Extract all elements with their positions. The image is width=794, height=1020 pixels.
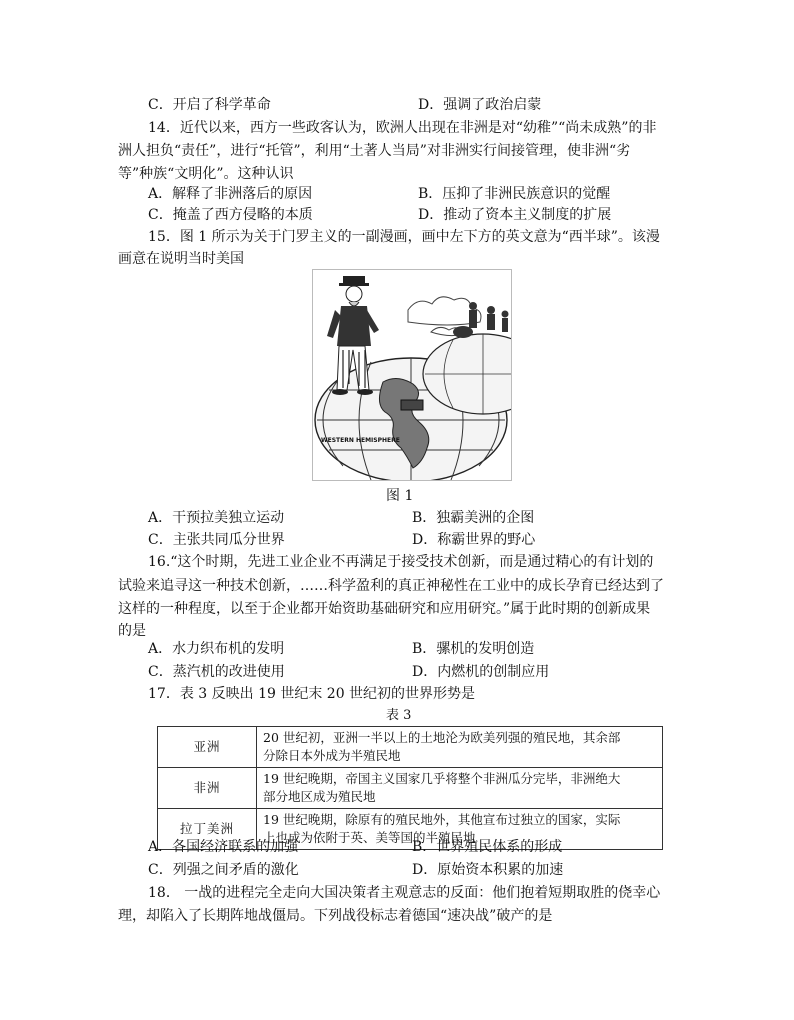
q14-stem-line-3: 等”种族“文明化”。这种认识 — [118, 166, 294, 182]
q15-option-b: B．独霸美洲的企图 — [412, 510, 535, 526]
q14-stem-line-1: 14．近代以来，西方一些政客认为，欧洲人出现在非洲是对“幼稚”“尚未成熟”的非 — [148, 120, 657, 136]
colonial-situation-table — [157, 726, 663, 850]
table-cell-line: 19 世纪晚期，除原有的殖民地外，其他宣布过独立的国家，实际 — [263, 812, 621, 827]
table-cell-line: 分除日本外成为半殖民地 — [263, 748, 401, 763]
q18-stem-line-1: 18． 一战的进程完全走向大国决策者主观意志的反面：他们抱着短期取胜的侥幸心 — [148, 885, 661, 901]
q16-option-b: B．骡机的发明创造 — [412, 641, 535, 657]
q17-option-d: D．原始资本积累的加速 — [412, 862, 564, 878]
q16-stem-line-3: 这样的一种程度，以至于企业都开始资助基础研究和应用研究。”属于此时期的创新成果 — [118, 601, 651, 617]
q15-stem-line-2: 画意在说明当时美国 — [118, 251, 244, 267]
table-cell-line: 部分地区成为殖民地 — [263, 789, 376, 804]
q18-stem-line-2: 理，却陷入了长期阵地战僵局。下列战役标志着德国“速决战”破产的是 — [118, 908, 553, 924]
q15-option-d: D．称霸世界的野心 — [412, 532, 536, 548]
q14-option-b: B．压抑了非洲民族意识的觉醒 — [418, 186, 611, 202]
q17-option-a: A．各国经济联系的加强 — [148, 839, 299, 855]
table-row — [158, 768, 663, 809]
table-cell-region: 拉丁美洲 — [158, 809, 257, 850]
q14-option-c: C．掩盖了西方侵略的本质 — [148, 207, 313, 223]
q14-stem-line-2: 洲人担负“责任”，进行“托管”，利用“土著人当局”对非洲实行间接管理，使非洲“劣 — [118, 143, 631, 159]
q16-stem-line-1: 16.“这个时期，先进工业企业不再满足于接受技术创新，而是通过精心的有计划的 — [148, 554, 654, 570]
q14-option-a: A．解释了非洲落后的原因 — [148, 186, 313, 202]
table-cell-description — [257, 768, 663, 809]
q17-option-b: B．世界殖民体系的形成 — [412, 839, 563, 855]
western-hemisphere-label: WESTERN HEMISPHERE — [321, 437, 400, 444]
q15-stem-line-1: 15．图 1 所示为关于门罗主义的一副漫画，画中左下方的英文意为“西半球”。该漫 — [148, 229, 660, 245]
figure-caption: 图 1 — [386, 488, 414, 504]
table-cell-region: 亚洲 — [158, 727, 257, 768]
cannon-object — [401, 400, 423, 410]
q14-option-d: D．推动了资本主义制度的扩展 — [418, 207, 612, 223]
table-cell-line: 20 世纪初，亚洲一半以上的土地沦为欧美列强的殖民地，其余部 — [263, 730, 621, 745]
monroe-doctrine-cartoon — [312, 269, 512, 481]
q17-stem: 17．表 3 反映出 19 世纪末 20 世纪初的世界形势是 — [148, 686, 476, 702]
cartoon-illustration — [313, 270, 511, 480]
q16-option-a: A．水力织布机的发明 — [148, 641, 285, 657]
q13-option-d: D．强调了政治启蒙 — [418, 97, 542, 113]
table-row — [158, 727, 663, 768]
table-cell-line: 上也成为依附于英、美等国的半殖民地 — [263, 830, 476, 845]
q16-option-c: C．蒸汽机的改进使用 — [148, 664, 285, 680]
q17-option-c: C．列强之间矛盾的激化 — [148, 862, 299, 878]
q15-option-a: A．干预拉美独立运动 — [148, 510, 285, 526]
table-cell-description — [257, 727, 663, 768]
q16-stem-line-2: 试验来追寻这一种技术创新，……科学盈利的真正神秘性在工业中的成长孕育已经达到了 — [118, 578, 664, 594]
q13-option-c: C．开启了科学革命 — [148, 97, 271, 113]
table-cell-region: 非洲 — [158, 768, 257, 809]
q16-stem-line-4: 的是 — [118, 623, 146, 639]
table-cell-line: 19 世纪晚期，帝国主义国家几乎将整个非洲瓜分完毕，非洲绝大 — [263, 771, 621, 786]
table-title: 表 3 — [386, 708, 412, 723]
q15-option-c: C．主张共同瓜分世界 — [148, 532, 285, 548]
q16-option-d: D．内燃机的创制应用 — [412, 664, 550, 680]
